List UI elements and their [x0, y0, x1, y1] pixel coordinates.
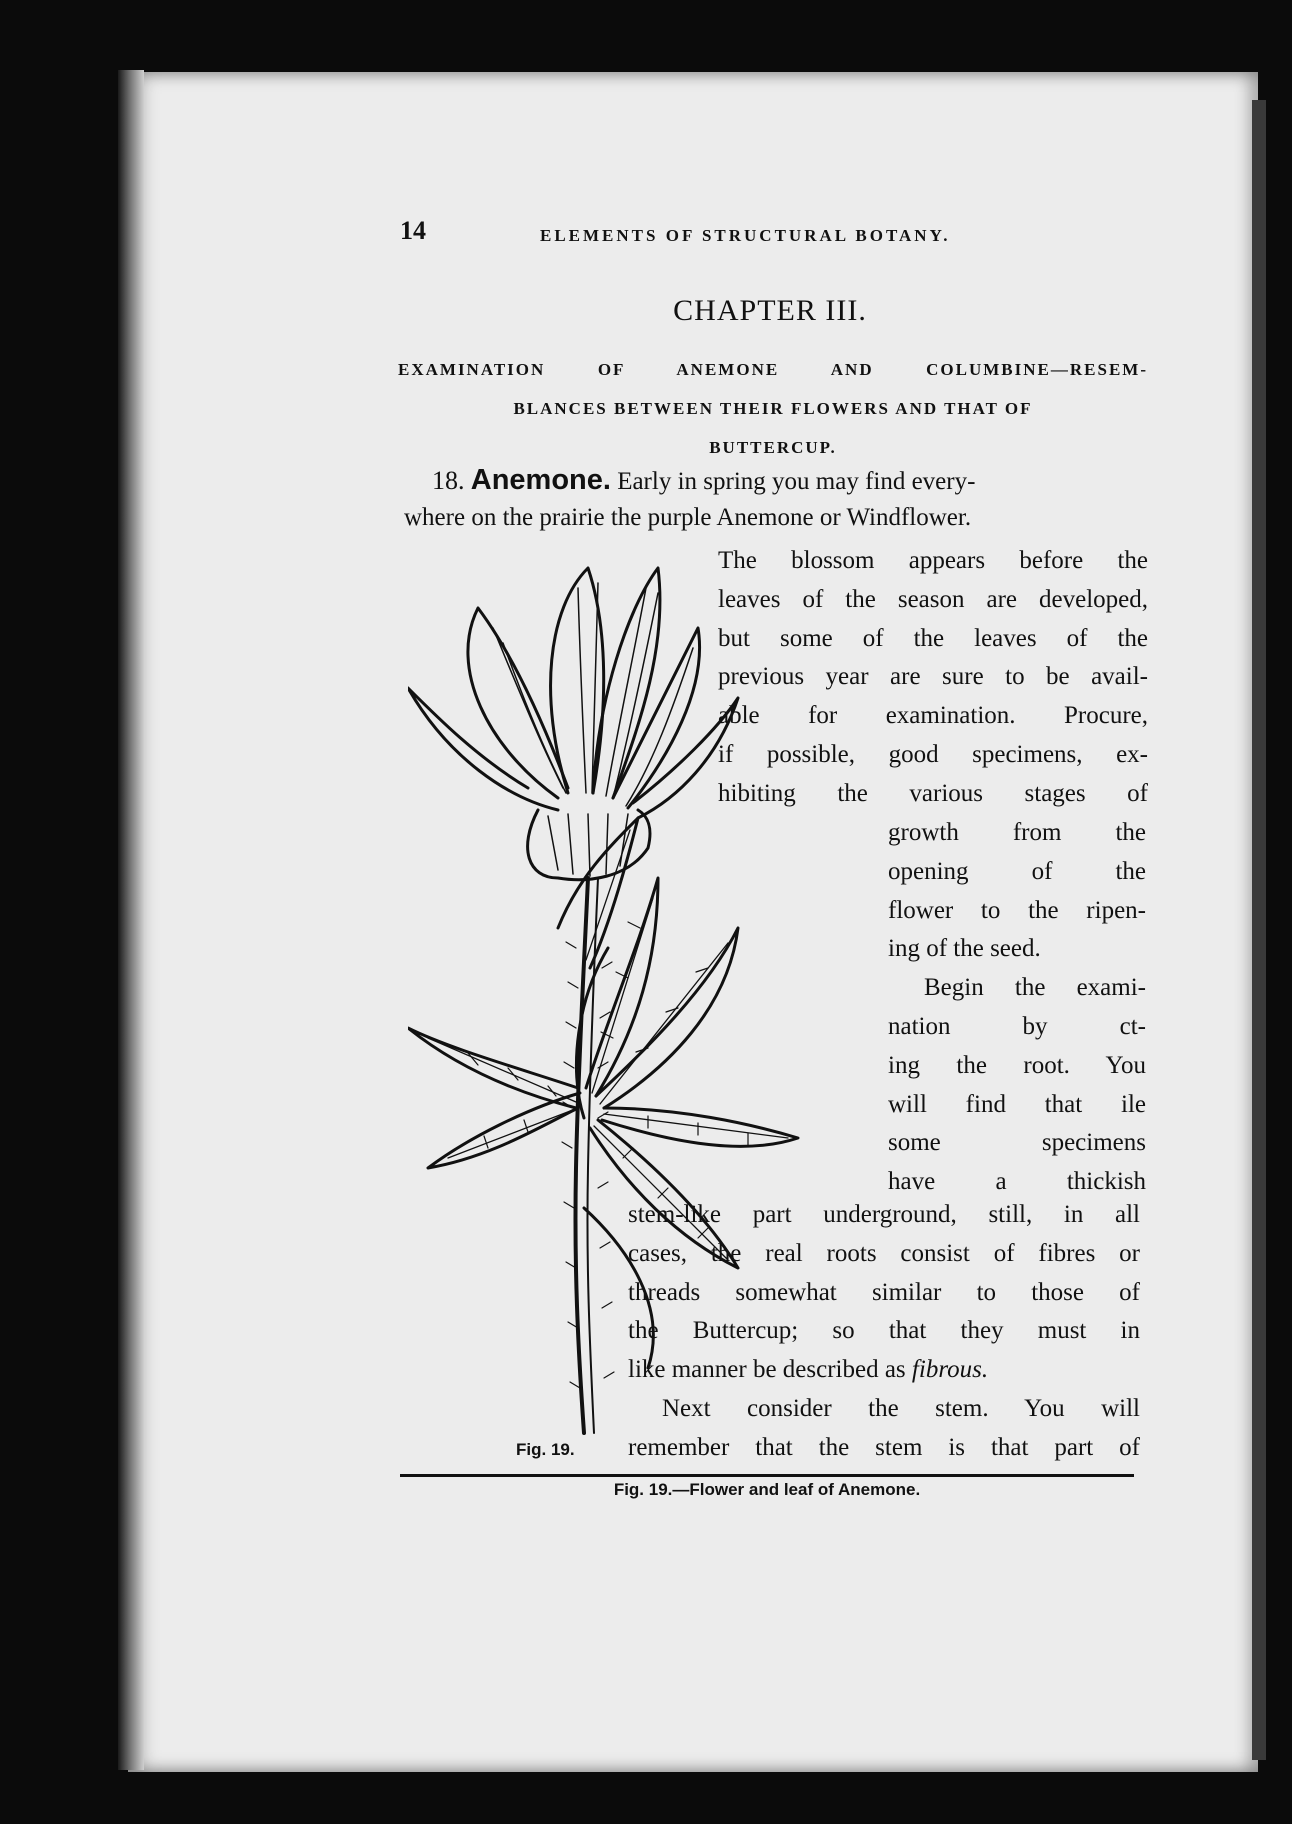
- text-line: Next consider the stem. You will: [662, 1394, 1140, 1422]
- text-line: The blossom appears before the: [718, 547, 1148, 574]
- page-number: 14: [400, 216, 426, 245]
- text-line: leaves of the season are developed,: [718, 585, 1148, 613]
- text-line: opening of the: [888, 857, 1146, 885]
- text-line: threads somewhat similar to those of: [628, 1278, 1140, 1306]
- chapter-subtitle-line: BLANCES BETWEEN THEIR FLOWERS AND THAT OF: [513, 399, 1033, 418]
- page-binding-shadow: [118, 70, 144, 1770]
- anemone-illustration: [408, 548, 878, 1438]
- chapter-subtitle: [398, 350, 1148, 467]
- text-line: ing the root. You: [888, 1051, 1146, 1079]
- text-line: Begin the exami-: [924, 974, 1146, 1002]
- section-first-line-text: Early in spring you may find every-: [617, 468, 976, 495]
- leaf-lobe: [590, 1120, 738, 1268]
- text-line: hibiting the various stages of: [718, 779, 1148, 807]
- running-title: ELEMENTS OF STRUCTURAL BOTANY.: [540, 226, 951, 245]
- flower-petal: [468, 608, 568, 798]
- text-line: like manner be described as: [628, 1356, 912, 1384]
- text-line: growth from the: [888, 819, 1146, 846]
- caption-rule: [400, 1474, 1134, 1477]
- chapter-title: CHAPTER III.: [673, 294, 867, 327]
- chapter-subtitle-line: EXAMINATION OF ANEMONE AND COLUMBINE—RESEM-: [398, 360, 1148, 379]
- section-18-opening: [404, 462, 1150, 536]
- text-line: but some of the leaves of the: [718, 624, 1148, 652]
- text-line: will find that ile: [888, 1090, 1146, 1118]
- text-line: able for examination. Procure,: [718, 702, 1148, 730]
- leaf-stalk: [584, 1208, 653, 1368]
- emphasized-word: fibrous.: [911, 1356, 989, 1384]
- leaf-lobe: [596, 928, 738, 1108]
- figure-caption: Fig. 19.—Flower and leaf of Anemone.: [613, 1480, 921, 1499]
- text-line: have a thickish: [888, 1168, 1146, 1196]
- section-heading: Anemone.: [470, 464, 611, 496]
- text-line: some specimens: [888, 1129, 1146, 1157]
- text-line: nation by ct-: [888, 1012, 1146, 1040]
- text-line: cases, the real roots consist of fibres or: [628, 1239, 1140, 1267]
- figure-label: Fig. 19.: [516, 1440, 575, 1459]
- text-line: previous year are sure to be avail-: [718, 663, 1148, 691]
- page-edge: [1252, 100, 1266, 1760]
- section-number: 18.: [432, 466, 465, 495]
- text-line: ing of the seed.: [888, 935, 1041, 963]
- text-line: the Buttercup; so that they must in: [628, 1317, 1140, 1345]
- text-line: flower to the ripen-: [888, 896, 1146, 924]
- chapter-subtitle-line: BUTTERCUP.: [709, 438, 837, 457]
- running-head: [400, 216, 1140, 256]
- section-first-line: [404, 462, 1150, 500]
- text-column-narrow: [888, 814, 1146, 1202]
- text-line: if possible, good specimens, ex-: [718, 740, 1148, 768]
- section-second-line: where on the prairie the purple Anemone or Windflower.: [404, 504, 972, 531]
- text-line: remember that the stem is that part of: [628, 1433, 1140, 1461]
- flower-stem: [575, 878, 588, 1433]
- text-line: stem-like part underground, still, in all: [628, 1201, 1140, 1228]
